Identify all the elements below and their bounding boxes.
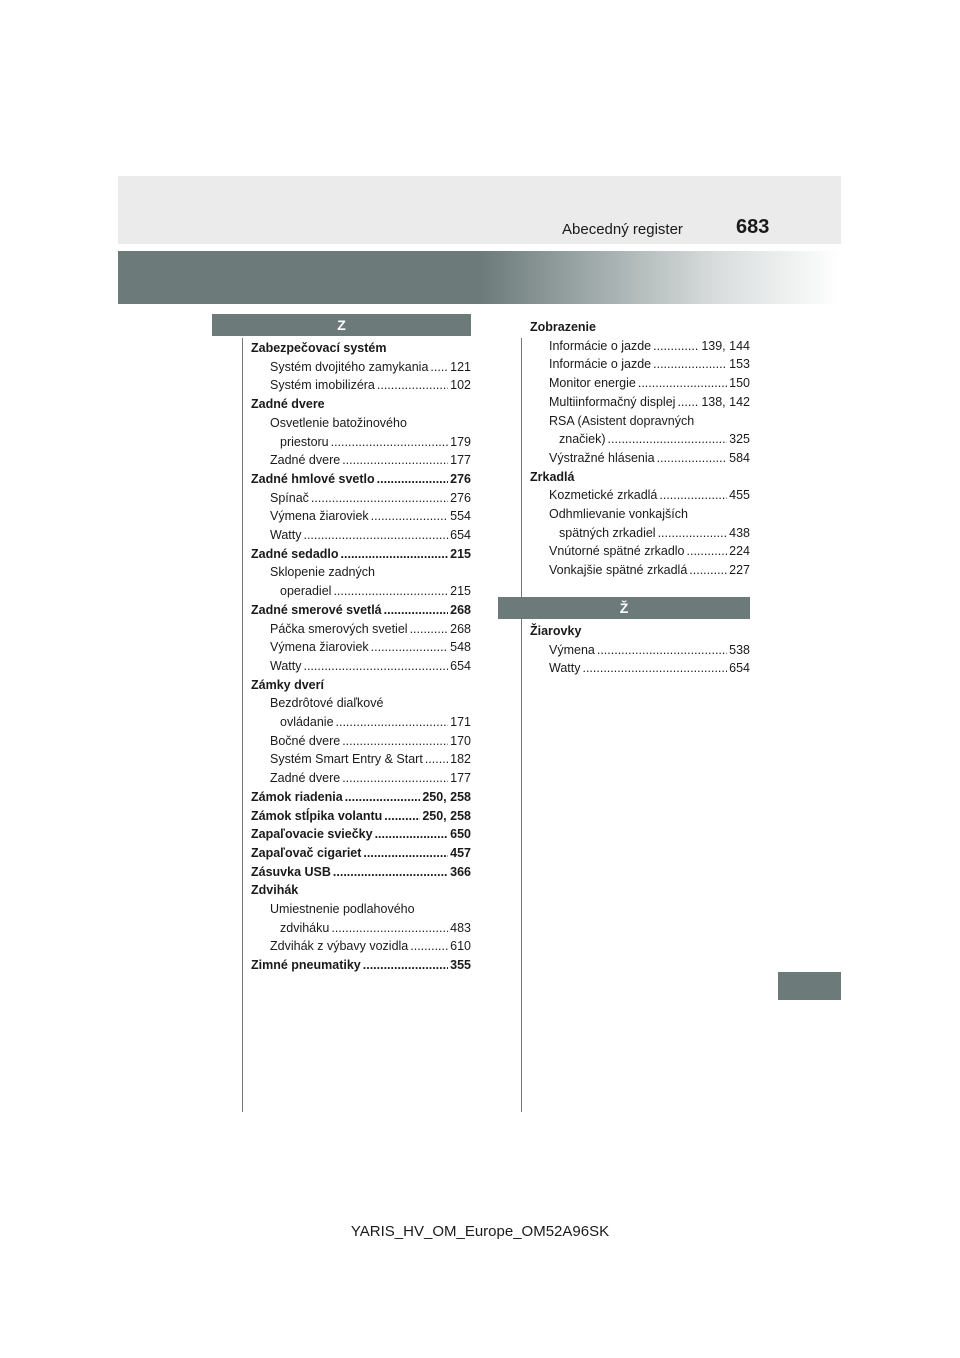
index-entry-text: Výstražné hlásenia xyxy=(549,450,655,465)
leader-dots xyxy=(331,433,449,451)
index-entry-text: Výmena žiaroviek xyxy=(270,509,369,524)
index-entry-text: Výmena xyxy=(549,642,595,657)
index-entry-page: 654 xyxy=(729,661,750,676)
index-entry-text: Zadné dvere xyxy=(270,453,341,468)
index-entry-text: Multiinformačný displej xyxy=(549,394,676,409)
index-entry-text: spätných zrkadiel xyxy=(559,525,656,540)
index-entry-text: Zabezpečovací systém xyxy=(251,341,387,355)
index-entry-page: 102 xyxy=(450,378,471,393)
index-entry xyxy=(251,507,471,525)
index-entry-page: 366 xyxy=(450,864,471,879)
index-entry xyxy=(251,376,471,394)
index-entry xyxy=(530,355,750,373)
index-entry xyxy=(530,561,750,579)
index-entry-text: Watty xyxy=(270,528,302,542)
index-entry xyxy=(251,900,471,918)
index-entry-page: 538 xyxy=(729,642,750,657)
leader-dots xyxy=(638,374,727,392)
index-entry xyxy=(251,919,471,937)
index-entry xyxy=(530,524,750,542)
index-entry xyxy=(251,788,471,806)
index-entry-text: Bočné dvere xyxy=(270,733,341,748)
index-entry-text: Vonkajšie spätné zrkadlá xyxy=(549,563,688,578)
index-entry-page: 610 xyxy=(450,939,471,954)
index-entry-text: Zdvihák z výbavy vozidla xyxy=(270,939,409,954)
index-entry-page: 650 xyxy=(450,827,471,842)
index-entry xyxy=(251,414,471,432)
page-number: 683 xyxy=(736,216,770,238)
index-entry xyxy=(251,881,471,899)
index-entry-text: Systém dvojitého zamykania xyxy=(270,359,429,374)
index-entry-text: Žiarovky xyxy=(530,624,582,638)
leader-dots xyxy=(371,638,448,656)
leader-dots xyxy=(430,358,448,376)
leader-dots xyxy=(311,489,448,507)
leader-dots xyxy=(659,486,727,504)
index-entry xyxy=(530,430,750,448)
leader-dots xyxy=(331,919,448,937)
index-entry-text: Osvetlenie batožinového xyxy=(270,415,407,430)
leader-dots xyxy=(363,956,448,974)
index-entry-text: ovládanie xyxy=(280,715,334,729)
column-divider-right xyxy=(521,338,522,1112)
index-entry xyxy=(251,563,471,581)
index-entry-page: 177 xyxy=(450,771,471,786)
index-entry xyxy=(251,339,471,357)
index-entry-text: Systém Smart Entry & Start xyxy=(270,752,423,767)
leader-dots xyxy=(342,451,448,469)
index-entry-text: Zámok stĺpika volantu xyxy=(251,808,383,823)
index-entry-text: Zrkadlá xyxy=(530,469,575,484)
index-entry xyxy=(530,412,750,430)
index-entry-text: Bezdrôtové diaľkové xyxy=(270,696,384,711)
letter-header-zh: Ž xyxy=(498,597,750,619)
index-entry-text: značiek) xyxy=(559,432,606,447)
index-entry-text: Sklopenie zadných xyxy=(270,565,375,580)
header-bar xyxy=(118,176,841,244)
section-title: Abecedný register xyxy=(562,221,683,238)
index-entry-text: Watty xyxy=(549,661,581,676)
index-entry-text: Zapaľovač cigariet xyxy=(251,845,362,860)
chapter-tab xyxy=(778,972,841,1000)
index-entry xyxy=(251,844,471,862)
index-entry xyxy=(251,489,471,507)
leader-dots xyxy=(345,788,421,806)
leader-dots xyxy=(342,769,448,787)
index-entry-text: Vnútorné spätné zrkadlo xyxy=(549,544,685,559)
index-entry xyxy=(251,863,471,881)
index-entry xyxy=(251,451,471,469)
index-entry xyxy=(251,638,471,656)
index-entry-text: RSA (Asistent dopravných xyxy=(549,413,695,428)
index-entry xyxy=(251,433,471,451)
index-entry-page: 276 xyxy=(450,471,471,486)
index-entry-text: Zimné pneumatiky xyxy=(251,958,361,973)
index-entry xyxy=(251,825,471,843)
index-entry-page: 170 xyxy=(450,733,471,748)
leader-dots xyxy=(375,825,449,843)
index-entry xyxy=(251,769,471,787)
leader-dots xyxy=(410,620,449,638)
index-entry-page: 224 xyxy=(729,544,750,559)
index-entry xyxy=(530,505,750,523)
leader-dots xyxy=(341,545,449,563)
document-code: YARIS_HV_OM_Europe_OM52A96SK xyxy=(350,1223,610,1240)
leader-dots xyxy=(377,376,448,394)
leader-dots xyxy=(333,582,448,600)
index-entry-page: 554 xyxy=(450,509,471,524)
index-entry-page: 654 xyxy=(450,528,471,542)
index-entry xyxy=(530,641,750,659)
index-entry xyxy=(251,694,471,712)
index-entry xyxy=(251,937,471,955)
index-entry xyxy=(251,713,471,731)
index-entry xyxy=(251,601,471,619)
leader-dots xyxy=(687,542,728,560)
index-entry xyxy=(530,374,750,392)
index-entry xyxy=(530,468,750,486)
index-entry-page: 276 xyxy=(450,490,471,505)
leader-dots xyxy=(653,337,699,355)
index-entry-text: Zámky dverí xyxy=(251,677,324,692)
index-entry-page: 139, 144 xyxy=(701,338,750,353)
index-entry-text: Zapaľovacie sviečky xyxy=(251,827,373,842)
index-entry-text: Informácie o jazde xyxy=(549,338,652,353)
index-entry-page: 457 xyxy=(450,845,471,860)
index-entry-page: 355 xyxy=(450,958,471,973)
index-entry-page: 182 xyxy=(450,752,471,767)
index-entry xyxy=(251,545,471,563)
leader-dots xyxy=(658,524,728,542)
index-entry-text: Zadné hmlové svetlo xyxy=(251,471,375,486)
index-entry-text: Informácie o jazde xyxy=(549,357,652,372)
index-entry-page: 438 xyxy=(729,525,750,540)
index-entry-text: zdviháku xyxy=(280,920,330,935)
index-entry-text: Výmena žiaroviek xyxy=(270,640,369,655)
index-entry-text: Watty xyxy=(270,658,302,673)
index-entry xyxy=(530,337,750,355)
index-entry-text: Zobrazenie xyxy=(530,320,596,334)
index-entry-page: 325 xyxy=(729,432,750,447)
index-entry-text: Systém imobilizéra xyxy=(270,378,375,393)
index-entry-text: Zadné sedadlo xyxy=(251,546,339,561)
leader-dots xyxy=(597,641,727,659)
leader-dots xyxy=(342,732,448,750)
leader-dots xyxy=(677,393,699,411)
index-entry xyxy=(251,807,471,825)
index-entry-text: Zdvihák xyxy=(251,883,299,898)
leader-dots xyxy=(336,713,449,731)
leader-dots xyxy=(410,937,448,955)
leader-dots xyxy=(608,430,728,448)
index-entry-page: 121 xyxy=(450,359,471,374)
index-entry-text: Kozmetické zrkadlá xyxy=(549,488,658,503)
leader-dots xyxy=(363,844,448,862)
index-entry-page: 227 xyxy=(729,563,750,578)
index-entry-text: Zámok riadenia xyxy=(251,789,343,804)
index-entry xyxy=(251,676,471,694)
index-entry-page: 250, 258 xyxy=(422,808,471,823)
index-entry xyxy=(530,659,750,677)
leader-dots xyxy=(689,561,727,579)
index-entry xyxy=(530,393,750,411)
leader-dots xyxy=(653,355,727,373)
index-entry-page: 150 xyxy=(729,376,750,391)
index-entry xyxy=(251,470,471,488)
index-entry-page: 215 xyxy=(450,546,471,561)
index-entry-text: Páčka smerových svetiel xyxy=(270,621,408,636)
index-entry-page: 250, 258 xyxy=(422,789,471,804)
index-entry xyxy=(530,486,750,504)
leader-dots xyxy=(303,526,448,544)
index-entry-page: 455 xyxy=(729,488,750,503)
index-entry-page: 483 xyxy=(450,920,471,935)
index-entry-text: Zadné smerové svetlá xyxy=(251,602,382,617)
index-entry-text: priestoru xyxy=(280,434,329,449)
leader-dots xyxy=(425,750,448,768)
index-entry-text: Spínač xyxy=(270,490,309,505)
index-entry-page: 153 xyxy=(729,357,750,372)
leader-dots xyxy=(657,449,728,467)
decorative-band xyxy=(118,251,841,304)
index-entry xyxy=(251,657,471,675)
index-entry xyxy=(251,732,471,750)
leader-dots xyxy=(377,470,448,488)
index-entry xyxy=(251,582,471,600)
index-entry-page: 138, 142 xyxy=(701,394,750,409)
index-entry-page: 177 xyxy=(450,453,471,468)
index-entry-text: operadiel xyxy=(280,584,332,599)
leader-dots xyxy=(384,601,449,619)
index-entry-text: Zadné dvere xyxy=(251,397,325,412)
index-entry xyxy=(251,395,471,413)
leader-dots xyxy=(303,657,448,675)
index-entry-page: 268 xyxy=(450,621,471,636)
leader-dots xyxy=(582,659,727,677)
index-entry xyxy=(251,620,471,638)
index-entry-page: 268 xyxy=(450,602,471,617)
index-entry xyxy=(530,318,750,336)
index-entry-text: Umiestnenie podlahového xyxy=(270,902,415,916)
letter-header-z: Z xyxy=(212,314,471,336)
column-divider-left xyxy=(242,338,243,1112)
index-entry xyxy=(530,542,750,560)
index-entry xyxy=(530,449,750,467)
leader-dots xyxy=(384,807,420,825)
leader-dots xyxy=(333,863,448,881)
index-entry xyxy=(251,750,471,768)
index-entry-text: Monitor energie xyxy=(549,376,636,391)
index-entry-page: 654 xyxy=(450,658,471,673)
leader-dots xyxy=(371,507,448,525)
index-entry-page: 548 xyxy=(450,640,471,655)
index-entry xyxy=(530,622,750,640)
index-entry xyxy=(251,526,471,544)
index-entry xyxy=(251,956,471,974)
index-entry-text: Odhmlievanie vonkajších xyxy=(549,507,688,521)
index-entry-page: 584 xyxy=(729,450,750,465)
index-entry-page: 179 xyxy=(450,434,471,449)
index-entry-page: 171 xyxy=(450,715,471,729)
index-entry-text: Zásuvka USB xyxy=(251,864,331,879)
index-entry xyxy=(251,358,471,376)
index-entry-page: 215 xyxy=(450,584,471,599)
index-entry-text: Zadné dvere xyxy=(270,771,341,786)
